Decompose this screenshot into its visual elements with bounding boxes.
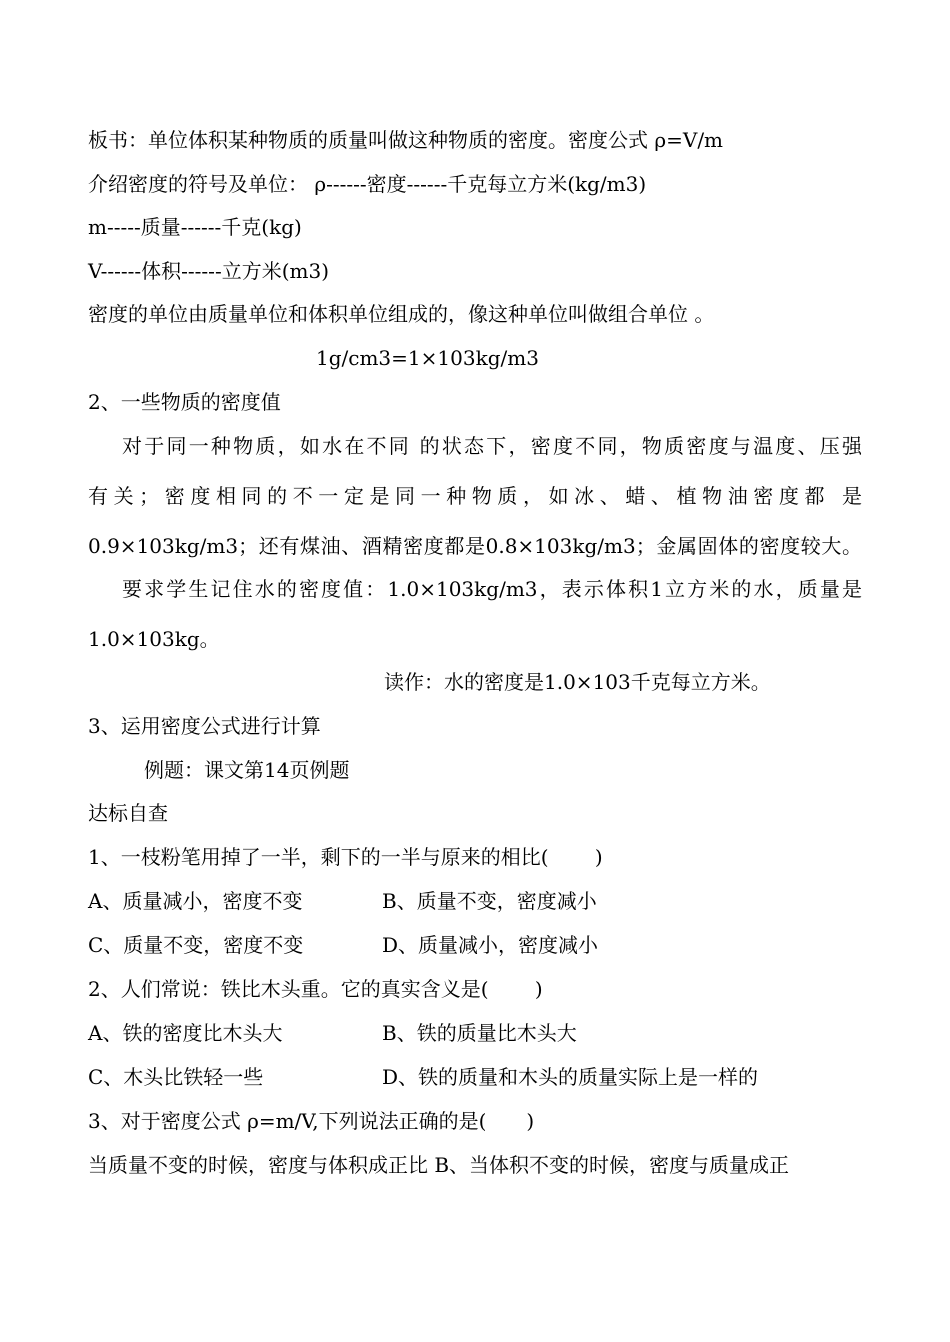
mass-unit-line: m-----质量------千克(kg) <box>88 215 302 239</box>
question-3: 3、对于密度公式 ρ=m/V,下列说法正确的是( ) <box>88 1109 535 1133</box>
question-1-option-b: B、质量不变，密度减小 <box>382 889 597 913</box>
question-2-option-a: A、铁的密度比木头大 <box>88 1021 283 1045</box>
question-2-option-c: C、木头比铁轻一些 <box>88 1065 264 1089</box>
question-1-option-a: A、质量减小，密度不变 <box>88 889 303 913</box>
paragraph-density-values-line-1: 对于同一种物质，如水在不同 的状态下，密度不同，物质密度与温度、压强 <box>122 434 862 458</box>
example-reference: 例题：课文第14页例题 <box>144 758 350 782</box>
compound-unit-line: 密度的单位由质量单位和体积单位组成的，像这种单位叫做组合单位 。 <box>88 302 715 326</box>
density-symbol-unit-line: 介绍密度的符号及单位： ρ------密度------千克每立方米(kg/m3) <box>88 172 647 196</box>
question-3-options-row-1: 当质量不变的时候，密度与体积成正比 B、当体积不变的时候，密度与质量成正 <box>88 1153 790 1177</box>
self-check-heading: 达标自查 <box>88 801 168 825</box>
water-density-reading: 读作：水的密度是1.0×103千克每立方米。 <box>384 670 771 694</box>
question-1-option-d: D、质量减小，密度减小 <box>382 933 599 957</box>
question-2-option-d: D、铁的质量和木头的质量实际上是一样的 <box>382 1065 759 1089</box>
question-1: 1、一枝粉笔用掉了一半，剩下的一半与原来的相比( ) <box>88 845 603 869</box>
question-2: 2、人们常说：铁比木头重。它的真实含义是( ) <box>88 977 543 1001</box>
water-density-line-1: 要求学生记住水的密度值：1.0×103kg/m3，表示体积1立方米的水，质量是 <box>122 577 862 601</box>
water-density-line-2: 1.0×103kg。 <box>88 627 220 651</box>
blackboard-definition-line: 板书：单位体积某种物质的质量叫做这种物质的密度。密度公式 ρ=V/m <box>88 128 724 152</box>
unit-conversion-formula: 1g/cm3=1×103kg/m3 <box>316 346 539 370</box>
volume-unit-line: V------体积------立方米(m3) <box>88 259 329 283</box>
question-2-option-b: B、铁的质量比木头大 <box>382 1021 577 1045</box>
question-1-option-c: C、质量不变，密度不变 <box>88 933 304 957</box>
section-3-heading: 3、运用密度公式进行计算 <box>88 714 321 738</box>
paragraph-density-values-line-2: 有关；密度相同的不一定是同一种物质，如冰、蜡、植物油密度都 是 <box>88 484 862 508</box>
section-2-heading: 2、一些物质的密度值 <box>88 390 281 414</box>
paragraph-density-values-line-3: 0.9×103kg/m3；还有煤油、酒精密度都是0.8×103kg/m3；金属固体的密度较大。 <box>88 534 862 558</box>
